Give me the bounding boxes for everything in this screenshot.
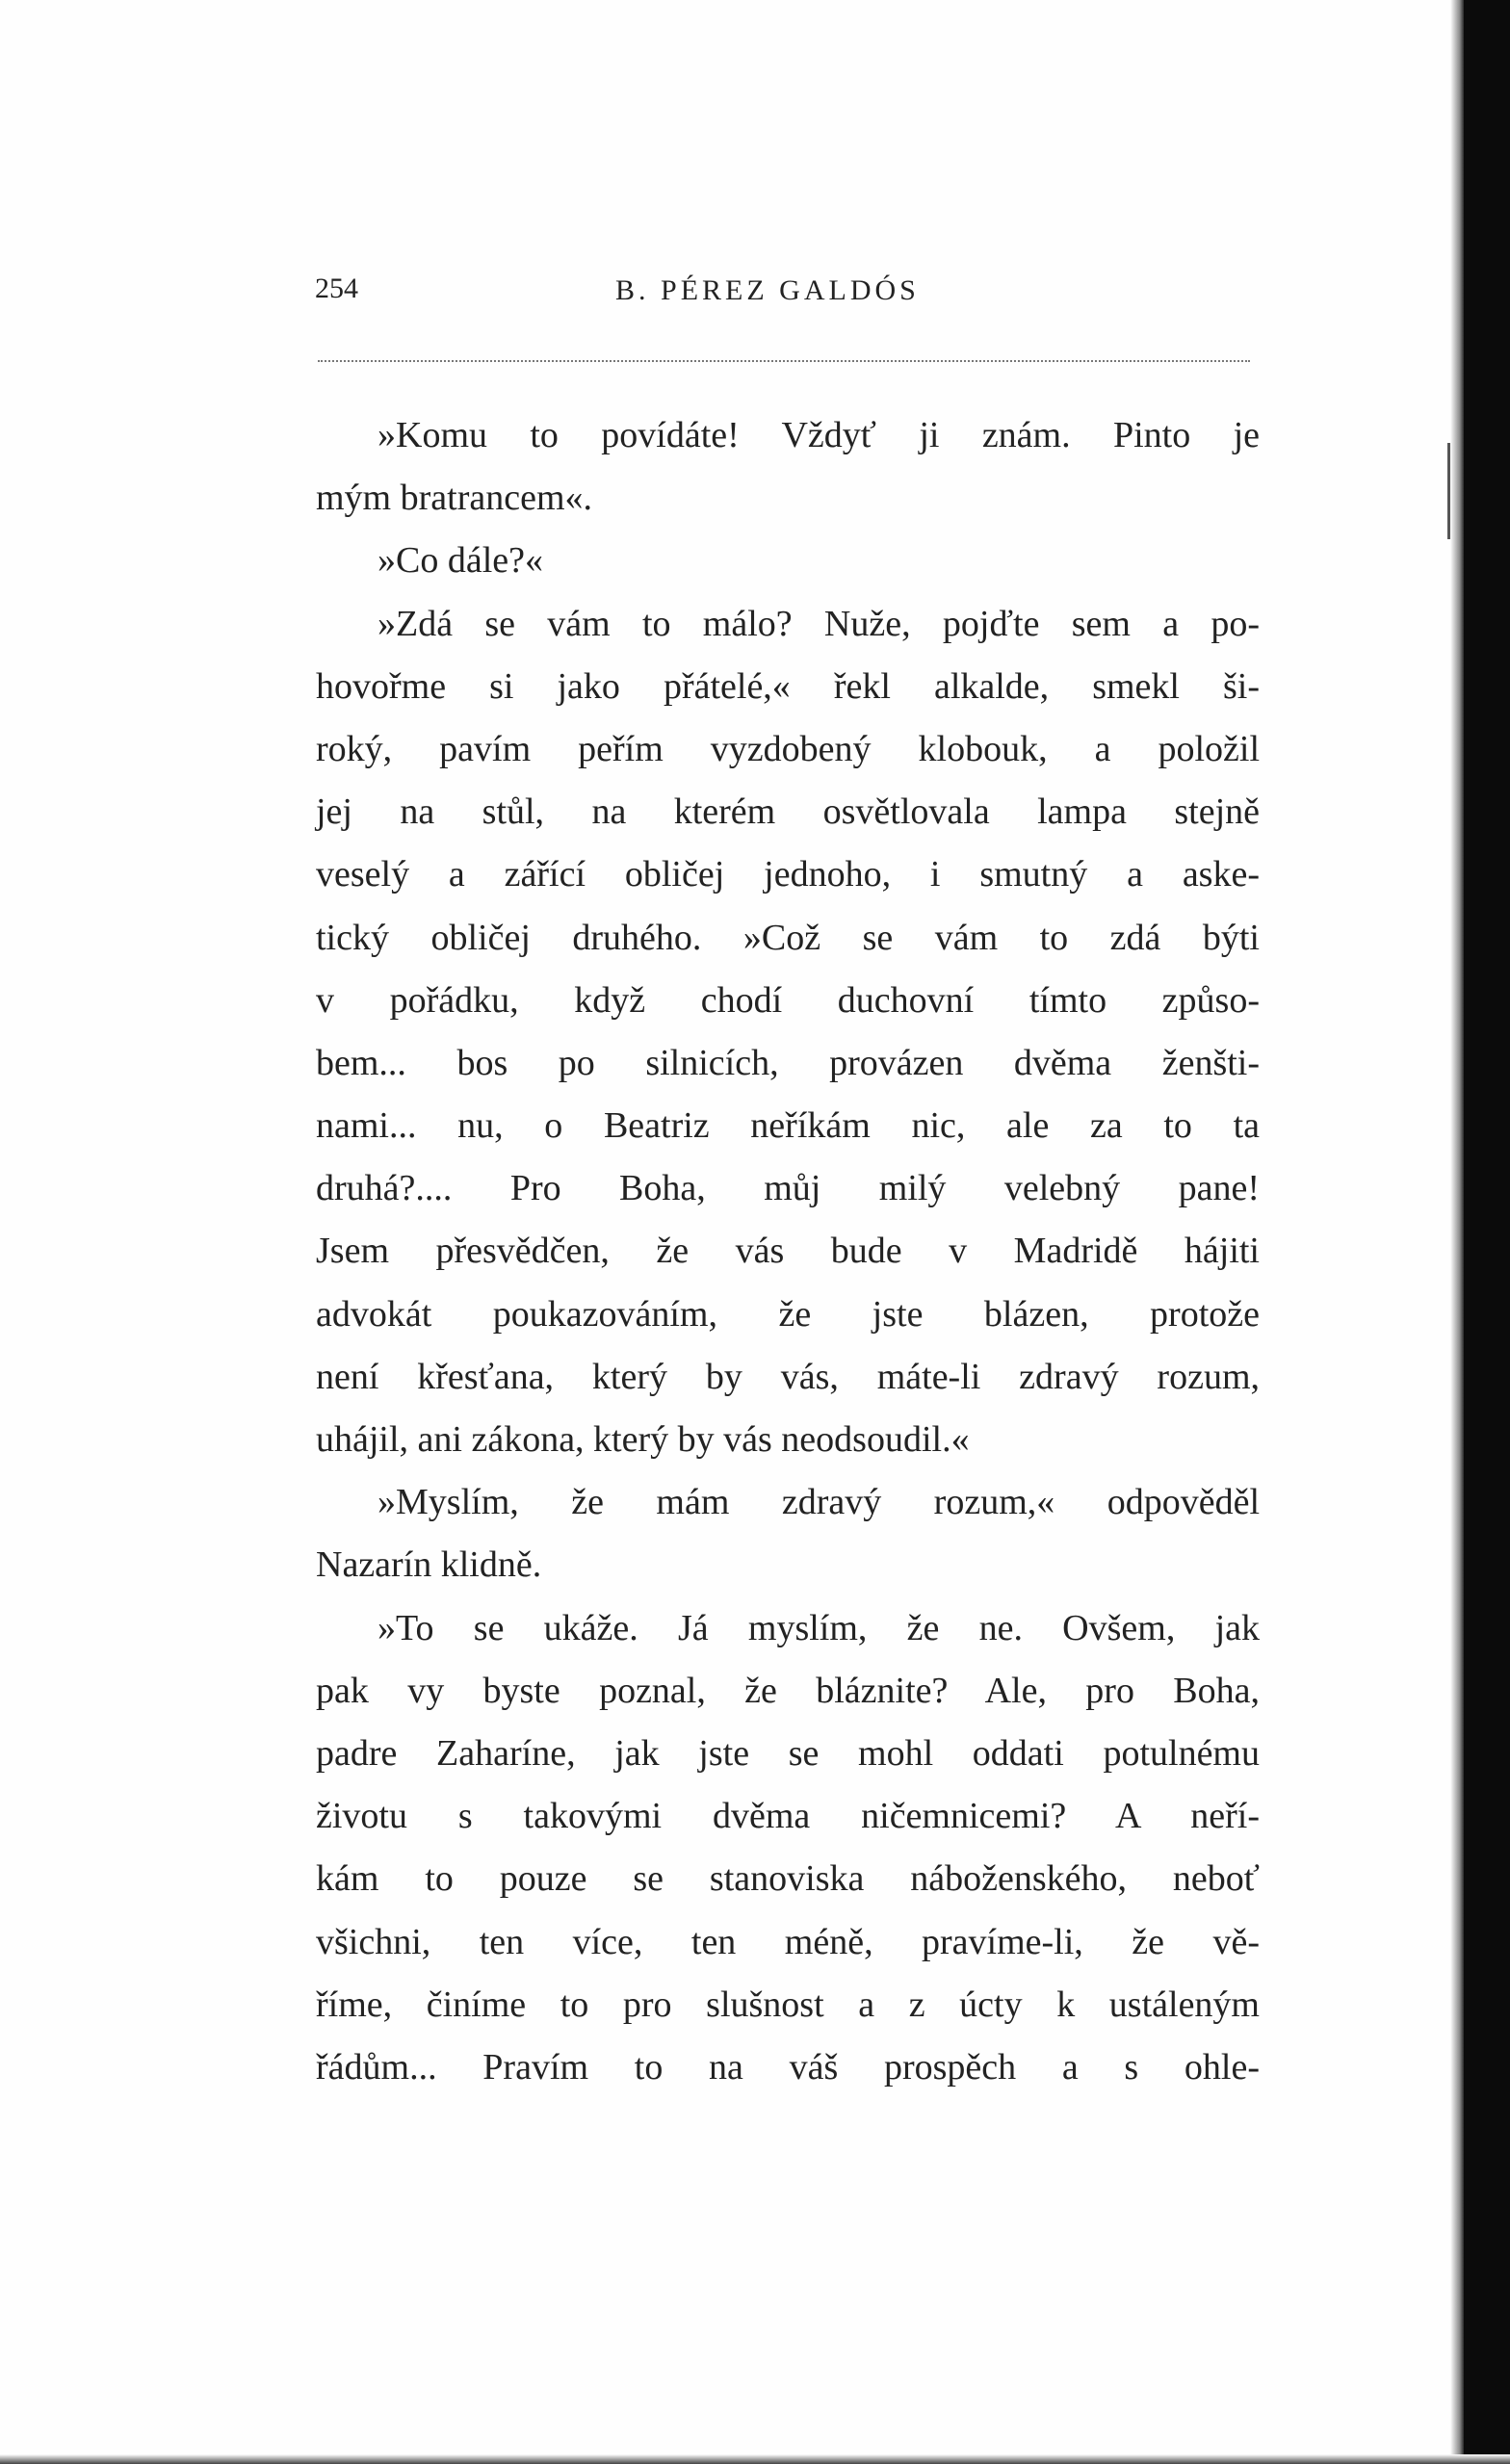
- text-line: druhá?.... Pro Boha, můj milý velebný pane!: [316, 1168, 1260, 1209]
- text-line: hovořme si jako přátelé,« řekl alkalde, smekl ši-: [316, 665, 1260, 707]
- text-line: »Komu to povídáte! Vždyť ji znám. Pinto je: [378, 415, 1260, 455]
- running-title: B. PÉREZ GALDÓS: [615, 274, 920, 306]
- page-header: [315, 272, 1259, 311]
- text-line: jej na stůl, na kterém osvětlovala lampa stejně: [316, 791, 1260, 833]
- text-line: všichni, ten více, ten méně, pravíme-li, že vě-: [316, 1921, 1260, 1962]
- text-line: »To se ukáže. Já myslím, že ne. Ovšem, jak: [378, 1607, 1260, 1648]
- text-line: tický obličej druhého. »Což se vám to zdá býti: [316, 917, 1260, 958]
- text-line: v pořádku, když chodí duchovní tímto způso-: [316, 979, 1260, 1021]
- text-line: Nazarín klidně.: [316, 1544, 542, 1586]
- text-line: řádům... Pravím to na váš prospěch a s ohle-: [316, 2046, 1260, 2088]
- text-line: bem... bos po silnicích, provázen dvěma ženšti-: [316, 1042, 1260, 1083]
- text-line: »Zdá se vám to málo? Nuže, pojďte sem a po-: [378, 603, 1260, 644]
- text-line: životu s takovými dvěma ničemnicemi? A neří-: [316, 1796, 1260, 1837]
- body-text: [316, 404, 1260, 2099]
- text-line: veselý a zářící obličej jednoho, i smutný a aske-: [316, 854, 1260, 895]
- header-divider: [318, 360, 1250, 362]
- scan-bottom-border: [0, 2454, 1510, 2464]
- text-line: nami... nu, o Beatriz neříkám nic, ale za to ta: [316, 1105, 1260, 1147]
- text-line: »Co dále?«: [378, 540, 544, 582]
- scan-mark: [1447, 443, 1450, 539]
- text-line: advokát poukazováním, že jste blázen, protože: [316, 1293, 1260, 1335]
- text-line: roký, pavím peřím vyzdobený klobouk, a položil: [316, 728, 1260, 769]
- page-edge-shadow: [1450, 0, 1464, 2464]
- text-line: padre Zaharíne, jak jste se mohl oddati potulnému: [316, 1732, 1260, 1774]
- text-line: »Myslím, že mám zdravý rozum,« odpověděl: [378, 1482, 1260, 1523]
- scan-border: [1464, 0, 1510, 2464]
- text-line: říme, činíme to pro slušnost a z úcty k ustáleným: [316, 1984, 1260, 2025]
- text-line: není křesťana, který by vás, máte-li zdravý rozum,: [316, 1356, 1260, 1397]
- text-line: pak vy byste poznal, že bláznite? Ale, pro Boha,: [316, 1670, 1260, 1711]
- text-line: uhájil, ani zákona, který by vás neodsoudil.«: [316, 1419, 970, 1460]
- page-number: 254: [315, 272, 358, 304]
- text-line: mým bratrancem«.: [316, 478, 593, 519]
- text-line: Jsem přesvědčen, že vás bude v Madridě hájiti: [316, 1231, 1260, 1272]
- text-line: kám to pouze se stanoviska náboženského, neboť: [316, 1858, 1260, 1900]
